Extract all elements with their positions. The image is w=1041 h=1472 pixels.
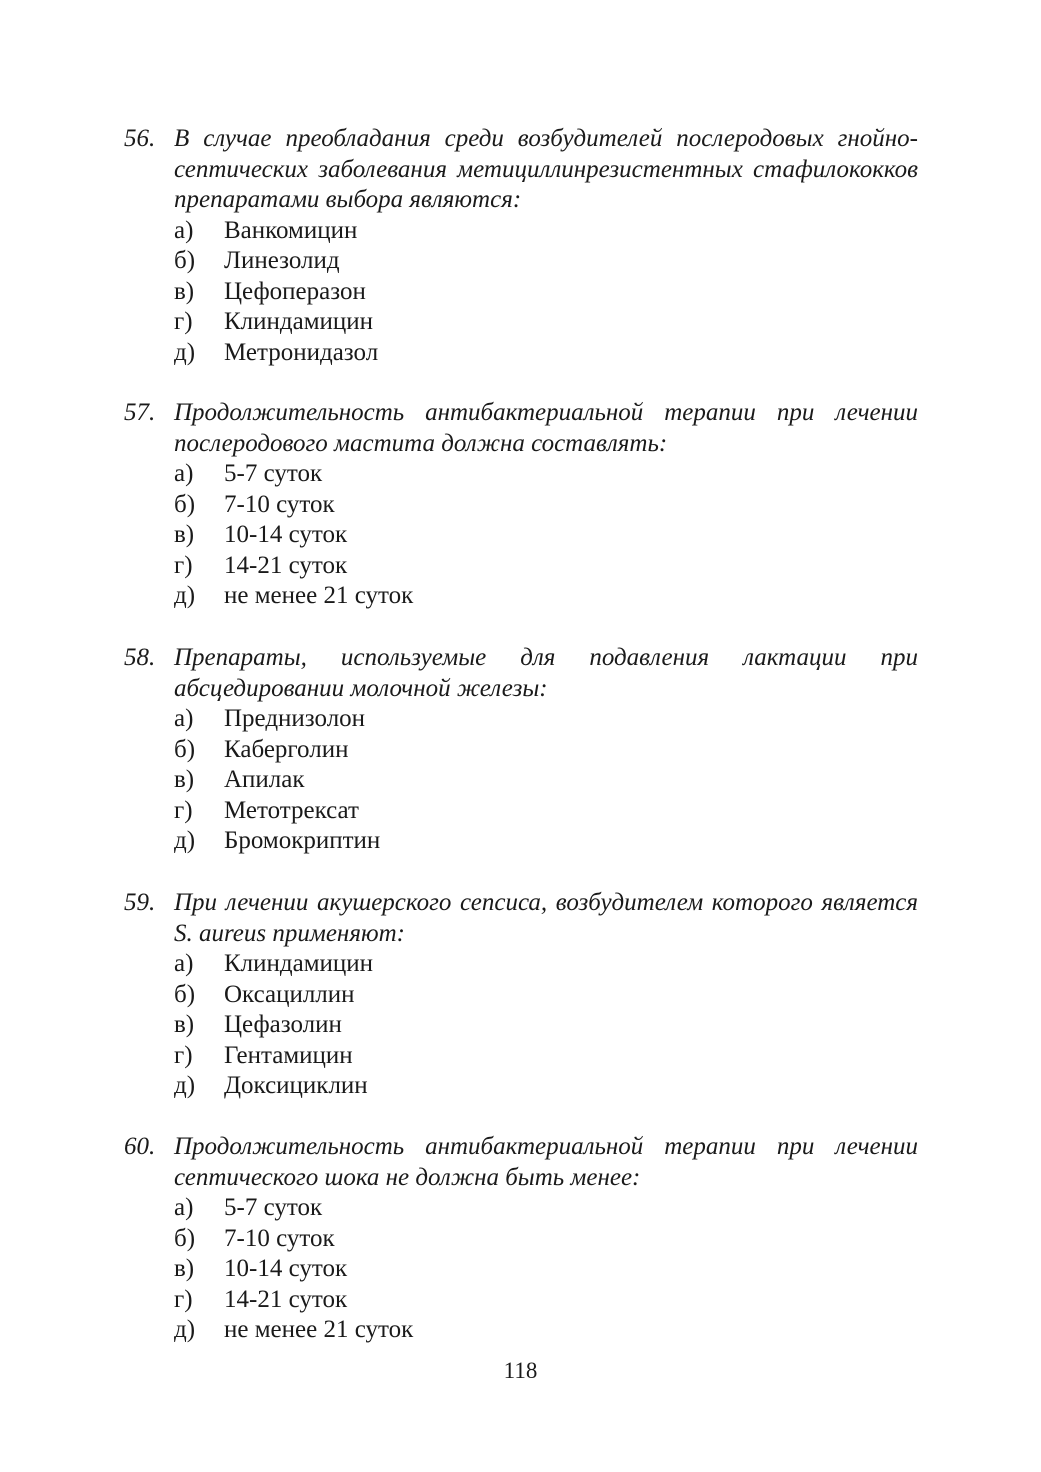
option-text: Бромокриптин bbox=[224, 827, 381, 854]
question-text: Продолжительность антибактериальной терапии при лечении послеродового мастита должна составлять: bbox=[174, 399, 918, 457]
option-letter: а) bbox=[174, 950, 194, 977]
answer-option bbox=[174, 949, 918, 980]
option-text: 7-10 суток bbox=[224, 490, 335, 518]
option-text: Метотрексат bbox=[224, 796, 359, 824]
option-text: 5-7 суток bbox=[224, 1194, 323, 1221]
option-letter: в) bbox=[174, 1255, 195, 1282]
option-text: 10-14 суток bbox=[224, 1255, 348, 1282]
question-number: 57. bbox=[124, 399, 156, 426]
option-letter: г) bbox=[174, 308, 193, 335]
option-letter: б) bbox=[174, 247, 196, 274]
option-letter: б) bbox=[174, 1224, 196, 1252]
question-heading bbox=[124, 643, 918, 704]
option-letter: д) bbox=[174, 1072, 196, 1099]
answer-options bbox=[124, 1193, 918, 1346]
option-text: Метронидазол bbox=[224, 338, 379, 366]
question-57 bbox=[124, 398, 918, 612]
question-text: Продолжительность антибактериальной терапии при лечении септического шока не должна быть менее: bbox=[174, 1133, 918, 1191]
answer-options bbox=[124, 949, 918, 1102]
option-text: Каберголин bbox=[224, 735, 349, 763]
option-letter: г) bbox=[174, 1041, 193, 1069]
answer-option bbox=[174, 246, 918, 277]
answer-option bbox=[174, 1254, 918, 1285]
option-text: Клиндамицин bbox=[224, 950, 374, 977]
answer-option bbox=[174, 826, 918, 857]
option-letter: г) bbox=[174, 551, 193, 579]
question-text: В случае преобладания среди возбудителей послеродовых гнойно-септических заболевания метициллинрезистентных стафилококков препаратами выбора являются: bbox=[174, 125, 918, 213]
answer-option bbox=[174, 735, 918, 766]
question-text: При лечении акушерского сепсиса, возбудителем которого является S. aureus применяют: bbox=[174, 889, 918, 947]
page-number: 118 bbox=[503, 1358, 538, 1383]
option-letter: в) bbox=[174, 277, 195, 305]
question-heading bbox=[124, 1132, 918, 1193]
answer-option bbox=[174, 216, 918, 247]
answer-option bbox=[174, 704, 918, 735]
answer-option bbox=[174, 490, 918, 521]
option-text: Преднизолон bbox=[224, 705, 366, 732]
answer-options bbox=[124, 216, 918, 369]
option-text: Доксициклин bbox=[224, 1072, 368, 1099]
question-heading bbox=[124, 124, 918, 216]
option-text: Цефоперазон bbox=[224, 277, 366, 305]
option-letter: д) bbox=[174, 338, 196, 366]
option-text: Ванкомицин bbox=[224, 216, 358, 244]
answer-option bbox=[174, 1071, 918, 1102]
answer-options bbox=[124, 459, 918, 612]
answer-option bbox=[174, 459, 918, 490]
question-heading bbox=[124, 398, 918, 459]
option-text: Клиндамицин bbox=[224, 308, 374, 335]
option-text: не менее 21 суток bbox=[224, 582, 414, 609]
option-letter: д) bbox=[174, 582, 196, 609]
option-text: Апилак bbox=[224, 766, 305, 793]
answer-options bbox=[124, 704, 918, 857]
answer-option bbox=[174, 307, 918, 338]
option-letter: а) bbox=[174, 705, 194, 732]
question-heading bbox=[124, 888, 918, 949]
question-56 bbox=[124, 124, 918, 368]
question-number: 59. bbox=[124, 889, 156, 916]
option-letter: б) bbox=[174, 490, 196, 518]
question-58 bbox=[124, 643, 918, 857]
option-text: 7-10 суток bbox=[224, 1224, 335, 1252]
option-text: 10-14 суток bbox=[224, 521, 348, 548]
answer-option bbox=[174, 1285, 918, 1316]
option-text: 14-21 суток bbox=[224, 1285, 348, 1313]
option-letter: б) bbox=[174, 735, 196, 763]
option-letter: б) bbox=[174, 980, 196, 1008]
option-letter: в) bbox=[174, 1011, 195, 1038]
question-text: Препараты, используемые для подавления лактации при абсцедировании молочной железы: bbox=[174, 644, 918, 702]
option-letter: в) bbox=[174, 521, 195, 548]
answer-option bbox=[174, 1224, 918, 1255]
answer-option bbox=[174, 765, 918, 796]
option-text: Цефазолин bbox=[224, 1011, 342, 1038]
answer-option bbox=[174, 520, 918, 551]
question-59 bbox=[124, 888, 918, 1102]
option-text: Гентамицин bbox=[224, 1041, 353, 1069]
question-60 bbox=[124, 1132, 918, 1346]
option-letter: а) bbox=[174, 1194, 194, 1221]
question-number: 58. bbox=[124, 644, 156, 671]
answer-option bbox=[174, 581, 918, 612]
option-text: 14-21 суток bbox=[224, 551, 348, 579]
option-text: Линезолид bbox=[224, 247, 340, 274]
option-letter: а) bbox=[174, 216, 194, 244]
answer-option bbox=[174, 1010, 918, 1041]
answer-option bbox=[174, 338, 918, 369]
option-letter: д) bbox=[174, 827, 196, 854]
option-letter: г) bbox=[174, 1285, 193, 1313]
option-text: Оксациллин bbox=[224, 980, 355, 1008]
answer-option bbox=[174, 1193, 918, 1224]
option-text: 5-7 суток bbox=[224, 460, 323, 487]
option-letter: а) bbox=[174, 460, 194, 487]
answer-option bbox=[174, 551, 918, 582]
question-number: 60. bbox=[124, 1133, 156, 1160]
answer-option bbox=[174, 796, 918, 827]
option-letter: в) bbox=[174, 766, 195, 793]
option-letter: г) bbox=[174, 796, 193, 824]
answer-option bbox=[174, 277, 918, 308]
question-number: 56. bbox=[124, 125, 156, 152]
answer-option bbox=[174, 1315, 918, 1346]
option-text: не менее 21 суток bbox=[224, 1316, 414, 1343]
answer-option bbox=[174, 980, 918, 1011]
option-letter: д) bbox=[174, 1316, 196, 1343]
answer-option bbox=[174, 1041, 918, 1072]
